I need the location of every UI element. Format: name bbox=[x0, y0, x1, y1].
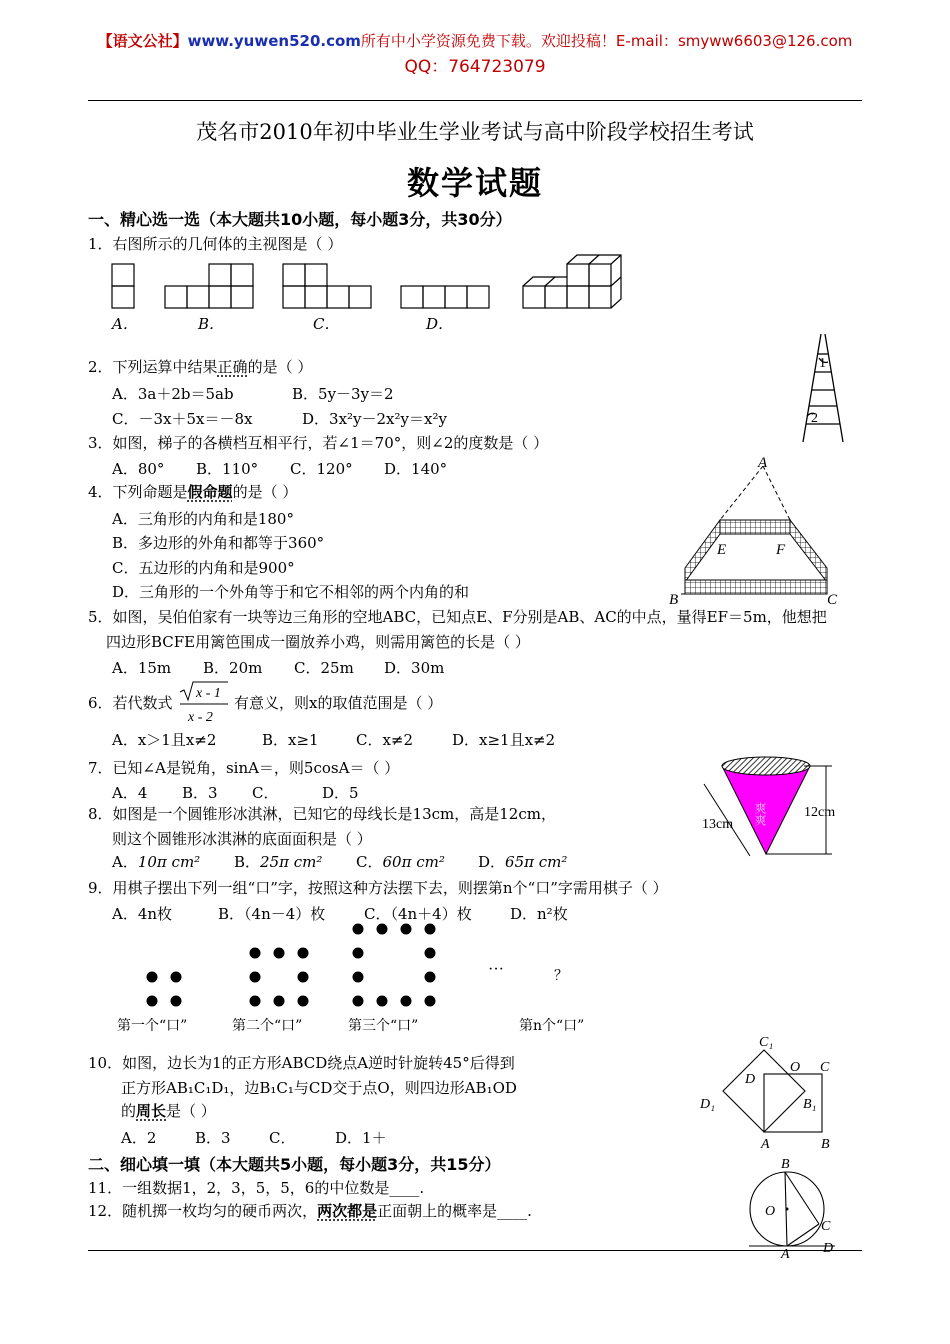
fence-figure bbox=[665, 452, 850, 610]
q8-option-c[interactable] bbox=[356, 851, 445, 872]
q1-label-b: B． bbox=[198, 315, 225, 333]
q1-label-c: C． bbox=[313, 315, 340, 333]
q5-line2: 四边形BCFE用篱笆围成一圈放养小鸡，则需用篱笆的长是（ ） bbox=[106, 633, 530, 651]
q9-caption-2: 第二个“口” bbox=[232, 1018, 303, 1034]
q7-option-c[interactable]: C． bbox=[252, 784, 279, 802]
q1-d-cell bbox=[423, 286, 445, 308]
q1-c-cell bbox=[305, 286, 327, 308]
q9-caption-3: 第三个“口” bbox=[348, 1018, 419, 1034]
cone-slant-label: 13cm bbox=[702, 817, 734, 832]
q1-d-cell bbox=[401, 286, 423, 308]
fence-label-f: F bbox=[776, 542, 786, 558]
q6-option-b[interactable]: B．x≥1 bbox=[262, 731, 319, 749]
q4-option-b[interactable]: B．多边形的外角和都等于360° bbox=[112, 534, 325, 552]
site-link[interactable]: www.yuwen520.com bbox=[187, 32, 361, 50]
q12-emphasis: 两次都是 bbox=[317, 1202, 378, 1220]
top-rule bbox=[88, 100, 862, 101]
square-rotation-figure bbox=[695, 1030, 845, 1155]
fig10-b: B bbox=[821, 1137, 830, 1152]
q2-emphasis: 正确 bbox=[217, 358, 248, 376]
q5-line1: 5．如图，吴伯伯家有一块等边三角形的空地ABC，已知点E、F分别是AB、AC的中点，量得EF＝5m，他想把 bbox=[88, 608, 827, 626]
q2-stem-pre: 2．下列运算中结果 bbox=[88, 358, 218, 376]
q4-stem-post: 的是（ ） bbox=[232, 483, 298, 501]
q2-option-a[interactable]: A．3a＋2b＝5ab bbox=[112, 385, 234, 403]
q9-unknown: ？ bbox=[554, 969, 568, 984]
q10-option-d[interactable]: D．1＋ bbox=[335, 1129, 387, 1147]
fence-label-e: E bbox=[717, 542, 727, 558]
q10-line3-pre: 的 bbox=[121, 1102, 137, 1120]
bottom-rule bbox=[88, 1250, 862, 1251]
circle-o: O bbox=[765, 1204, 776, 1219]
q10-line1: 10．如图，边长为1的正方形ABCD绕点A逆时针旋转45°后得到 bbox=[88, 1054, 515, 1072]
q6-denominator: x - 2 bbox=[188, 710, 213, 725]
q8-a-label: A． bbox=[112, 853, 138, 871]
q1-d-cell bbox=[467, 286, 489, 308]
q8-b-value: 25π cm² bbox=[260, 853, 323, 871]
q4-stem bbox=[88, 481, 297, 502]
q6-numerator: x - 1 bbox=[196, 686, 221, 701]
q2-option-b[interactable]: B．5y－3y＝2 bbox=[292, 385, 394, 403]
q7-option-d[interactable]: D．5 bbox=[322, 784, 359, 802]
q12-stem bbox=[88, 1200, 532, 1221]
q3-option-b[interactable]: B．110° bbox=[196, 460, 259, 478]
q1-figure bbox=[105, 252, 635, 332]
q4-option-c[interactable]: C．五边形的内角和是900° bbox=[112, 559, 295, 577]
ladder-figure bbox=[795, 332, 855, 444]
q5-option-d[interactable]: D．30m bbox=[384, 659, 445, 677]
exam-title: 数学试题 bbox=[406, 164, 543, 202]
ladder-angle2: 2 bbox=[811, 411, 818, 426]
fence-label-c: C bbox=[827, 592, 838, 608]
q8-line1: 8．如图是一个圆锥形冰淇淋，已知它的母线长是13cm，高是12cm， bbox=[88, 805, 556, 823]
q3-stem: 3．如图，梯子的各横档互相平行，若∠1＝70°，则∠2的度数是（ ） bbox=[88, 434, 549, 452]
q2-option-c[interactable]: C．－3x＋5x＝－8x bbox=[112, 410, 253, 428]
q6-option-a[interactable]: A．x＞1且x≠2 bbox=[112, 731, 217, 749]
q4-option-a[interactable]: A．三角形的内角和是180° bbox=[112, 510, 294, 528]
q6-option-d[interactable]: D．x≥1且x≠2 bbox=[452, 731, 556, 749]
q10-line3 bbox=[121, 1100, 216, 1121]
q12-stem-post: 正面朝上的概率是____. bbox=[377, 1202, 532, 1220]
q7-stem: 7．已知∠A是锐角，sinA＝，则5cosA＝（ ） bbox=[88, 759, 400, 777]
q8-c-label: C． bbox=[356, 853, 383, 871]
q1-label-a: A． bbox=[112, 315, 138, 333]
fig10-d1: D₁ bbox=[700, 1097, 715, 1112]
cone-watermark: 爽爽 bbox=[753, 802, 767, 826]
q7-option-b[interactable]: B．3 bbox=[182, 784, 218, 802]
q10-option-b[interactable]: B．3 bbox=[195, 1129, 231, 1147]
cone-figure bbox=[700, 754, 850, 864]
q10-line2: 正方形AB₁C₁D₁，边B₁C₁与CD交于点O，则四边形AB₁OD bbox=[121, 1079, 517, 1097]
q12-stem-pre: 12．随机掷一枚均匀的硬币两次， bbox=[88, 1202, 318, 1220]
q1-b-cell bbox=[165, 286, 187, 308]
ladder-angle1: 1 bbox=[819, 356, 826, 371]
q10-line3-post: 是（ ） bbox=[166, 1102, 216, 1120]
q11-stem: 11．一组数据1，2，3，5，5，6的中位数是____. bbox=[88, 1179, 425, 1197]
q1-c-cell bbox=[283, 264, 305, 286]
fence-label-b: B bbox=[669, 592, 679, 608]
q9-caption-1: 第一个“口” bbox=[117, 1018, 188, 1034]
circle-b: B bbox=[781, 1157, 790, 1172]
brand: 【语文公社】 bbox=[97, 32, 188, 50]
q2-option-d[interactable]: D．3x²y－2x²y＝x²y bbox=[302, 410, 447, 428]
q3-option-a[interactable]: A．80° bbox=[112, 460, 165, 478]
q7-option-a[interactable]: A．4 bbox=[112, 784, 148, 802]
q1-b-cell bbox=[231, 286, 253, 308]
q9-stem: 9．用棋子摆出下列一组“口”字，按照这种方法摆下去，则摆第n个“口”字需用棋子（ ） bbox=[88, 879, 668, 897]
q9-option-c[interactable]: C．（4n＋4）枚 bbox=[364, 905, 472, 923]
q8-line2: 则这个圆锥形冰淇淋的底面面积是（ ） bbox=[112, 830, 372, 848]
q8-b-label: B． bbox=[234, 853, 261, 871]
q1-d-cell bbox=[445, 286, 467, 308]
circle-a: A bbox=[781, 1247, 790, 1260]
fig10-b1: B₁ bbox=[803, 1097, 817, 1112]
section2-title: 二、细心填一填（本大题共5小题，每小题3分，共15分） bbox=[88, 1155, 501, 1174]
q9-dots-figure bbox=[130, 918, 590, 1008]
q5-option-a[interactable]: A．15m bbox=[112, 659, 172, 677]
q1-c-cell bbox=[305, 264, 327, 286]
notice: 所有中小学资源免费下载。欢迎投稿！E-mail：smyww6603@126.com bbox=[360, 32, 853, 50]
q3-option-d[interactable]: D．140° bbox=[384, 460, 448, 478]
q1-label-d: D． bbox=[426, 315, 454, 333]
q9-caption-n: 第n个“口” bbox=[519, 1018, 585, 1034]
cone-height-label: 12cm bbox=[804, 805, 836, 820]
q5-option-b[interactable]: B．20m bbox=[203, 659, 263, 677]
q2-stem-post: 的是（ ） bbox=[247, 358, 313, 376]
q8-option-a[interactable] bbox=[112, 851, 200, 872]
site-header bbox=[0, 30, 950, 51]
q1-a-cell bbox=[112, 286, 134, 308]
q1-b-cell bbox=[231, 264, 253, 286]
q1-c-cell bbox=[327, 286, 349, 308]
q1-b-cell bbox=[209, 264, 231, 286]
q6-stem-post: 有意义，则x的取值范围是（ ） bbox=[234, 694, 443, 712]
q8-c-value: 60π cm² bbox=[382, 853, 445, 871]
circle-c: C bbox=[821, 1219, 831, 1234]
q4-emphasis: 假命题 bbox=[187, 483, 233, 501]
q4-option-d[interactable]: D．三角形的一个外角等于和它不相邻的两个内角的和 bbox=[112, 583, 470, 601]
q9-option-b[interactable]: B．（4n－4）枚 bbox=[218, 905, 326, 923]
qq-line: QQ：764723079 bbox=[404, 57, 546, 77]
q1-c-cell bbox=[349, 286, 371, 308]
q6-option-c[interactable]: C．x≠2 bbox=[356, 731, 414, 749]
q4-stem-pre: 4．下列命题是 bbox=[88, 483, 188, 501]
q8-option-d[interactable] bbox=[478, 851, 567, 872]
fig10-d: D bbox=[745, 1072, 756, 1087]
q9-ellipsis: ··· bbox=[488, 961, 504, 978]
q5-option-c[interactable]: C．25m bbox=[294, 659, 354, 677]
fig10-c: C bbox=[820, 1060, 830, 1075]
q1-c-cell bbox=[283, 286, 305, 308]
section1-title: 一、精心选一选（本大题共10小题，每小题3分，共30分） bbox=[88, 210, 512, 229]
q1-b-cell bbox=[209, 286, 231, 308]
q8-a-value: 10π cm² bbox=[137, 853, 201, 871]
circle-d: D bbox=[823, 1241, 834, 1256]
q1-a-cell bbox=[112, 264, 134, 286]
q3-option-c[interactable]: C．120° bbox=[290, 460, 353, 478]
q8-option-b[interactable] bbox=[234, 851, 322, 872]
q8-d-label: D． bbox=[478, 853, 506, 871]
q9-option-a[interactable]: A．4n枚 bbox=[112, 905, 173, 923]
fig10-c1: C₁ bbox=[759, 1035, 774, 1050]
q6-fraction bbox=[178, 680, 232, 726]
q2-stem bbox=[88, 356, 312, 377]
q10-option-c[interactable]: C． bbox=[269, 1129, 296, 1147]
exam-subtitle: 茂名市2010年初中毕业生学业考试与高中阶段学校招生考试 bbox=[196, 120, 754, 144]
fig10-o: O bbox=[790, 1060, 801, 1075]
fig10-a: A bbox=[761, 1137, 770, 1152]
fence-label-a: A bbox=[758, 455, 768, 471]
q8-d-value: 65π cm² bbox=[505, 853, 568, 871]
q10-emphasis: 周长 bbox=[136, 1102, 167, 1120]
q6-stem-pre: 6．若代数式 bbox=[88, 694, 173, 712]
circle-figure bbox=[745, 1152, 845, 1260]
q1-solid bbox=[523, 255, 621, 308]
q1-stem: 1．右图所示的几何体的主视图是（ ） bbox=[88, 235, 343, 253]
q9-option-d[interactable]: D．n²枚 bbox=[510, 905, 568, 923]
q1-b-cell bbox=[187, 286, 209, 308]
q10-option-a[interactable]: A．2 bbox=[121, 1129, 157, 1147]
